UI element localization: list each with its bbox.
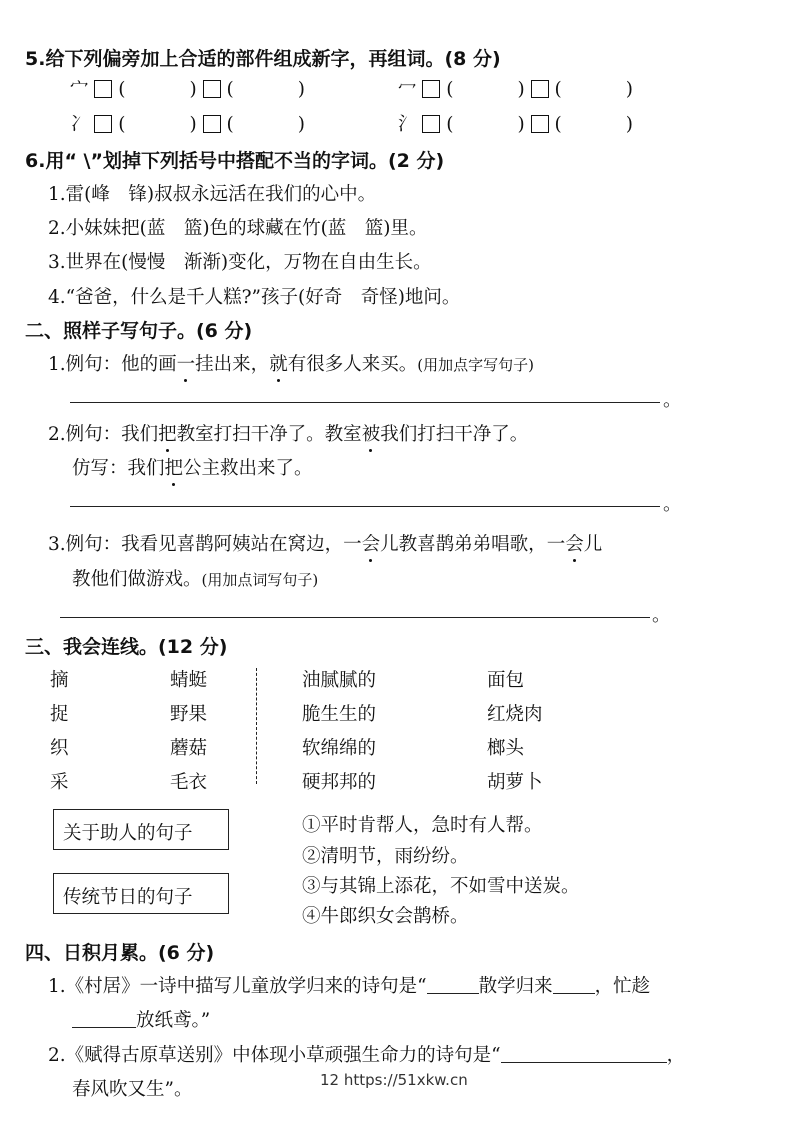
s2-example-2: 2.例句：我们把教室打扫干净了。教室被我们打扫干净了。 (48, 420, 528, 446)
match-col4-item[interactable]: 榔头 (487, 738, 525, 759)
q5-radical: 宀 (70, 79, 89, 100)
s4-question-1-cont: 放纸鸢。” (72, 1006, 210, 1032)
match-col2-item[interactable]: 野果 (170, 704, 208, 725)
match-col2-item[interactable]: 蘑菇 (170, 738, 208, 759)
q5-row-1b: 冖 ( ) ( ) (398, 79, 633, 100)
s4-question-2: 2.《赋得古原草送别》中体现小草顽强生命力的诗句是“ ， (48, 1045, 686, 1066)
page-footer (320, 1071, 468, 1089)
q5-row-2b: 氵 ( ) ( ) (398, 114, 633, 135)
category-box-festival[interactable]: 传统节日的句子 (53, 873, 229, 914)
section-2-title: 二、照样子写句子。(6 分) (25, 320, 253, 342)
emphasis-dot-char: 一 (177, 350, 196, 376)
match-sentence[interactable]: ①平时肯帮人，急时有人帮。 (302, 815, 543, 836)
fill-blank[interactable] (72, 1011, 136, 1028)
emphasis-dot-char: 把 (165, 454, 184, 480)
q5-title: 5.给下列偏旁加上合适的部件组成新字，再组词。(8 分) (25, 48, 501, 70)
section-3-title: 三、我会连线。(12 分) (25, 636, 228, 658)
fill-blank[interactable] (553, 977, 595, 994)
q6-item-4[interactable]: 4.“爸爸，什么是千人糕?”孩子(好奇 奇怪)地问。 (48, 287, 461, 308)
fill-blank[interactable] (501, 1046, 667, 1063)
match-col1-item[interactable]: 织 (50, 738, 69, 759)
s2-example-3-cont: 教他们做游戏。(用加点词写句子) (72, 569, 319, 590)
match-col3-item[interactable]: 脆生生的 (302, 704, 377, 725)
q5-answer-box[interactable] (94, 115, 112, 133)
match-col3-item[interactable]: 硬邦邦的 (302, 772, 377, 793)
q6-item-2[interactable]: 2.小妹妹把(蓝 篮)色的球藏在竹(蓝 篮)里。 (48, 218, 428, 239)
emphasis-dot-char: 被 (362, 420, 381, 446)
emphasis-dot-word: 一会儿 (343, 530, 399, 556)
q5-row-2: 冫 ( ) ( ) (70, 114, 305, 135)
q5-answer-box[interactable] (422, 115, 440, 133)
section-4-title: 四、日积月累。(6 分) (25, 942, 215, 964)
match-col4-item[interactable]: 胡萝卜 (487, 772, 543, 793)
match-col3-item[interactable]: 软绵绵的 (302, 738, 377, 759)
match-col2-item[interactable]: 蜻蜓 (170, 670, 208, 691)
answer-line[interactable] (60, 617, 650, 618)
footer-url[interactable]: https://51xkw.cn (343, 1071, 468, 1089)
match-sentence[interactable]: ②清明节，雨纷纷。 (302, 846, 469, 867)
q5-answer-box[interactable] (531, 115, 549, 133)
s4-question-1: 1.《村居》一诗中描写儿童放学归来的诗句是“ 散学归来 ，忙趁 (48, 976, 651, 997)
q5-radical: 冖 (398, 79, 417, 100)
s2-note: (用加点字写句子) (417, 356, 534, 374)
match-col3-item[interactable]: 油腻腻的 (302, 670, 377, 691)
q5-answer-box[interactable] (531, 80, 549, 98)
q6-item-3[interactable]: 3.世界在(慢慢 渐渐)变化，万物在自由生长。 (48, 252, 432, 273)
s2-imitation: 仿写：我们把公主救出来了。 (72, 454, 313, 480)
dashed-divider (256, 668, 257, 784)
match-col1-item[interactable]: 摘 (50, 670, 69, 691)
match-col1-item[interactable]: 采 (50, 772, 69, 793)
match-col1-item[interactable]: 捉 (50, 704, 69, 725)
match-col4-item[interactable]: 红烧肉 (487, 704, 543, 725)
s2-note: (用加点词写句子) (201, 571, 319, 589)
s2-example-1: 1.例句：他的画一挂出来，就有很多人来买。(用加点字写句子) (48, 350, 534, 376)
q5-answer-box[interactable] (94, 80, 112, 98)
match-col4-item[interactable]: 面包 (487, 670, 525, 691)
match-sentence[interactable]: ③与其锦上添花，不如雪中送炭。 (302, 876, 580, 897)
emphasis-dot-char: 把 (158, 420, 177, 446)
s2-example-3: 3.例句：我看见喜鹊阿姨站在窝边，一会儿教喜鹊弟弟唱歌，一会儿 (48, 530, 602, 556)
answer-line[interactable] (70, 506, 660, 507)
q5-radical: 氵 (398, 114, 417, 135)
q5-answer-box[interactable] (203, 115, 221, 133)
q5-answer-box[interactable] (203, 80, 221, 98)
q5-answer-box[interactable] (422, 80, 440, 98)
fill-blank[interactable] (427, 977, 479, 994)
match-sentence[interactable]: ④牛郎织女会鹊桥。 (302, 906, 469, 927)
q6-title: 6.用“ \”划掉下列括号中搭配不当的字词。(2 分) (25, 150, 445, 172)
match-col2-item[interactable]: 毛衣 (170, 772, 208, 793)
q5-radical: 冫 (70, 114, 89, 135)
category-box-helping[interactable]: 关于助人的句子 (53, 809, 229, 850)
answer-line[interactable] (70, 402, 660, 403)
q5-row-1: 宀 ( ) ( ) (70, 79, 305, 100)
s4-question-2-cont: 春风吹又生”。 (72, 1079, 193, 1100)
page-number: 12 (320, 1071, 340, 1089)
emphasis-dot-word: 一会儿 (547, 530, 603, 556)
q6-item-1[interactable]: 1.雷(峰 锋)叔叔永远活在我们的心中。 (48, 184, 377, 205)
emphasis-dot-char: 就 (269, 350, 288, 376)
